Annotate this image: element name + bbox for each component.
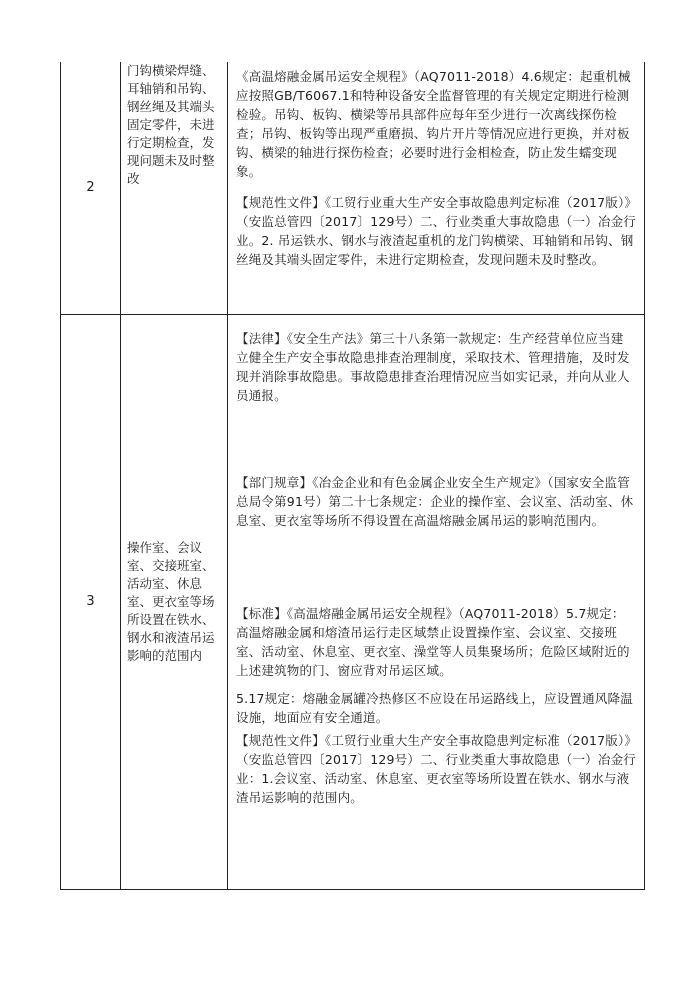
basis-paragraph: 【规范性文件】《工贸行业重大生产安全事故隐患判定标准（2017版）》（安监总管四〔2017〕129号）二、行业类重大事故隐患（一）冶金行业。2. 吊运铁水、钢水与液渣起重机的龙门钩横梁、耳轴销和吊钩、钢丝绳及其端头固定零件，未进行定期检查，发现问题未及时整改。 (236, 195, 636, 267)
basis-paragraph: 【法律】《安全生产法》第三十八条第一款规定：生产经营单位应当建立健全生产安全事故隐患排查治理制度，采取技术、管理措施，及时发现并消除事故隐患。事故隐患排查治理情况应当如实记录，并向从业人员通报。 (236, 330, 630, 403)
legal-basis-cell (228, 62, 645, 314)
hazard-standard-table (60, 62, 645, 890)
basis-paragraph: 【规范性文件】《工贸行业重大生产安全事故隐患判定标准（2017版）》（安监总管四〔2017〕129号）二、行业类重大事故隐患（一）冶金行业：1.会议室、活动室、休息室、更衣室等场所设置在铁水、钢水与液渣吊运影响的范围内。 (236, 732, 636, 805)
legal-basis-cell (228, 314, 645, 889)
table-row (61, 314, 645, 889)
row-number: 3 (61, 314, 121, 889)
table-row (61, 62, 645, 314)
basis-paragraph: 《高温熔融金属吊运安全规程》（AQ7011-2018）4.6规定：起重机械应按照GB/T6067.1和特种设备安全监督管理的有关规定定期进行检测检验。吊钩、板钩、横梁等吊具部件应每年至少进行一次离线探伤检查；吊钩、板钩等出现严重磨损、钩片开片等情况应进行更换，并对板钩、横梁的轴进行探伤检查；必要时进行金相检查，防止发生蠕变现象。 (236, 69, 631, 179)
hazard-item: 操作室、会议室、交接班室、活动室、休息室、更衣室等场所设置在铁水、钢水和液渣吊运影响的范围内 (121, 314, 228, 889)
basis-paragraph: 【部门规章】《冶金企业和有色金属企业安全生产规定》（国家安全监管总局令第91号）第二十七条规定：企业的操作室、会议室、活动室、休息室、更衣室等场所不得设置在高温熔融金属吊运的影响范围内。 (236, 474, 634, 528)
row-number: 2 (61, 62, 121, 314)
basis-paragraph: 【标准】《高温熔融金属吊运安全规程》（AQ7011-2018）5.7规定：高温熔融金属和熔渣吊运行走区域禁止设置操作室、会议室、交接班室、活动室、休息室、更衣室、澡堂等人员集聚场所；危险区域附近的上述建筑物的门、窗应背对吊运区域。 (236, 605, 630, 678)
basis-paragraph: 5.17规定：熔融金属罐冷热修区不应设在吊运路线上，应设置通风降温设施，地面应有安全通道。 (236, 690, 633, 725)
hazard-item: 门钩横梁焊缝、耳轴销和吊钩、钢丝绳及其端头固定零件，未进行定期检查，发现问题未及时整改 (121, 62, 228, 314)
